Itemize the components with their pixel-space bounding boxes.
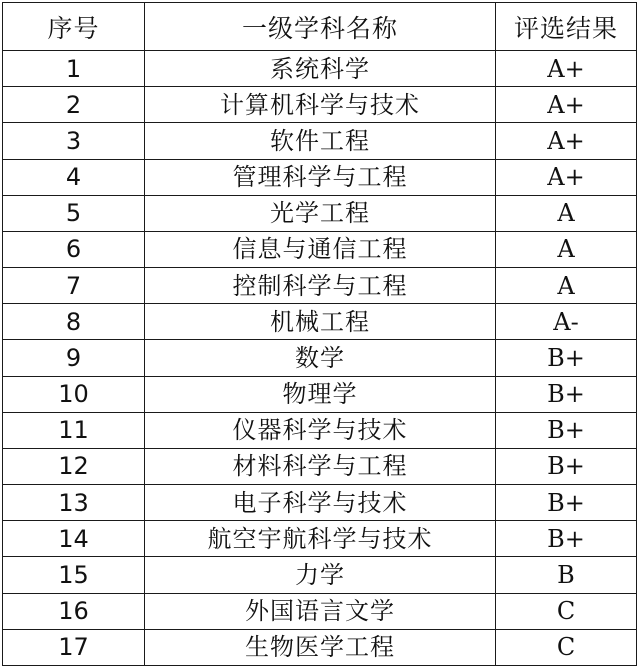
header-index: 序号 (3, 3, 145, 51)
cell-index: 4 (3, 159, 145, 195)
cell-discipline: 仪器科学与技术 (145, 412, 496, 448)
cell-discipline: 管理科学与工程 (145, 159, 496, 195)
cell-discipline: 计算机科学与技术 (145, 87, 496, 123)
cell-result: A+ (496, 51, 637, 87)
cell-discipline: 数学 (145, 340, 496, 376)
table-row (3, 557, 637, 593)
table-row (3, 159, 637, 195)
table-row (3, 629, 637, 665)
cell-index: 17 (3, 629, 145, 665)
cell-index: 15 (3, 557, 145, 593)
cell-discipline: 航空宇航科学与技术 (145, 521, 496, 557)
cell-result: A (496, 231, 637, 267)
cell-result: A (496, 195, 637, 231)
table-header-row (3, 3, 637, 51)
table-row (3, 123, 637, 159)
cell-index: 16 (3, 593, 145, 629)
cell-result: B+ (496, 521, 637, 557)
cell-index: 2 (3, 87, 145, 123)
cell-discipline: 材料科学与工程 (145, 448, 496, 484)
cell-index: 14 (3, 521, 145, 557)
cell-discipline: 机械工程 (145, 304, 496, 340)
table-row (3, 485, 637, 521)
cell-discipline: 信息与通信工程 (145, 231, 496, 267)
cell-discipline: 外国语言文学 (145, 593, 496, 629)
table-row (3, 340, 637, 376)
cell-discipline: 系统科学 (145, 51, 496, 87)
cell-result: B+ (496, 448, 637, 484)
table-row (3, 87, 637, 123)
cell-index: 13 (3, 485, 145, 521)
cell-discipline: 电子科学与技术 (145, 485, 496, 521)
table-row (3, 51, 637, 87)
header-discipline: 一级学科名称 (145, 3, 496, 51)
cell-result: A+ (496, 123, 637, 159)
table-row (3, 231, 637, 267)
cell-result: B+ (496, 485, 637, 521)
cell-result: C (496, 593, 637, 629)
cell-index: 12 (3, 448, 145, 484)
cell-index: 8 (3, 304, 145, 340)
cell-index: 3 (3, 123, 145, 159)
cell-discipline: 生物医学工程 (145, 629, 496, 665)
cell-result: B+ (496, 376, 637, 412)
table-row (3, 412, 637, 448)
table-row (3, 593, 637, 629)
cell-discipline: 物理学 (145, 376, 496, 412)
cell-index: 7 (3, 268, 145, 304)
cell-result: A- (496, 304, 637, 340)
cell-index: 10 (3, 376, 145, 412)
cell-result: B+ (496, 412, 637, 448)
cell-result: A+ (496, 87, 637, 123)
cell-index: 9 (3, 340, 145, 376)
cell-result: A (496, 268, 637, 304)
cell-result: A+ (496, 159, 637, 195)
table-row (3, 304, 637, 340)
cell-index: 5 (3, 195, 145, 231)
cell-discipline: 控制科学与工程 (145, 268, 496, 304)
table-row (3, 268, 637, 304)
cell-discipline: 光学工程 (145, 195, 496, 231)
table-row (3, 376, 637, 412)
header-result: 评选结果 (496, 3, 637, 51)
table-row (3, 195, 637, 231)
discipline-evaluation-table (2, 2, 637, 666)
table-row (3, 521, 637, 557)
cell-result: C (496, 629, 637, 665)
table-row (3, 448, 637, 484)
cell-index: 1 (3, 51, 145, 87)
cell-discipline: 力学 (145, 557, 496, 593)
cell-discipline: 软件工程 (145, 123, 496, 159)
cell-result: B (496, 557, 637, 593)
cell-result: B+ (496, 340, 637, 376)
cell-index: 11 (3, 412, 145, 448)
cell-index: 6 (3, 231, 145, 267)
